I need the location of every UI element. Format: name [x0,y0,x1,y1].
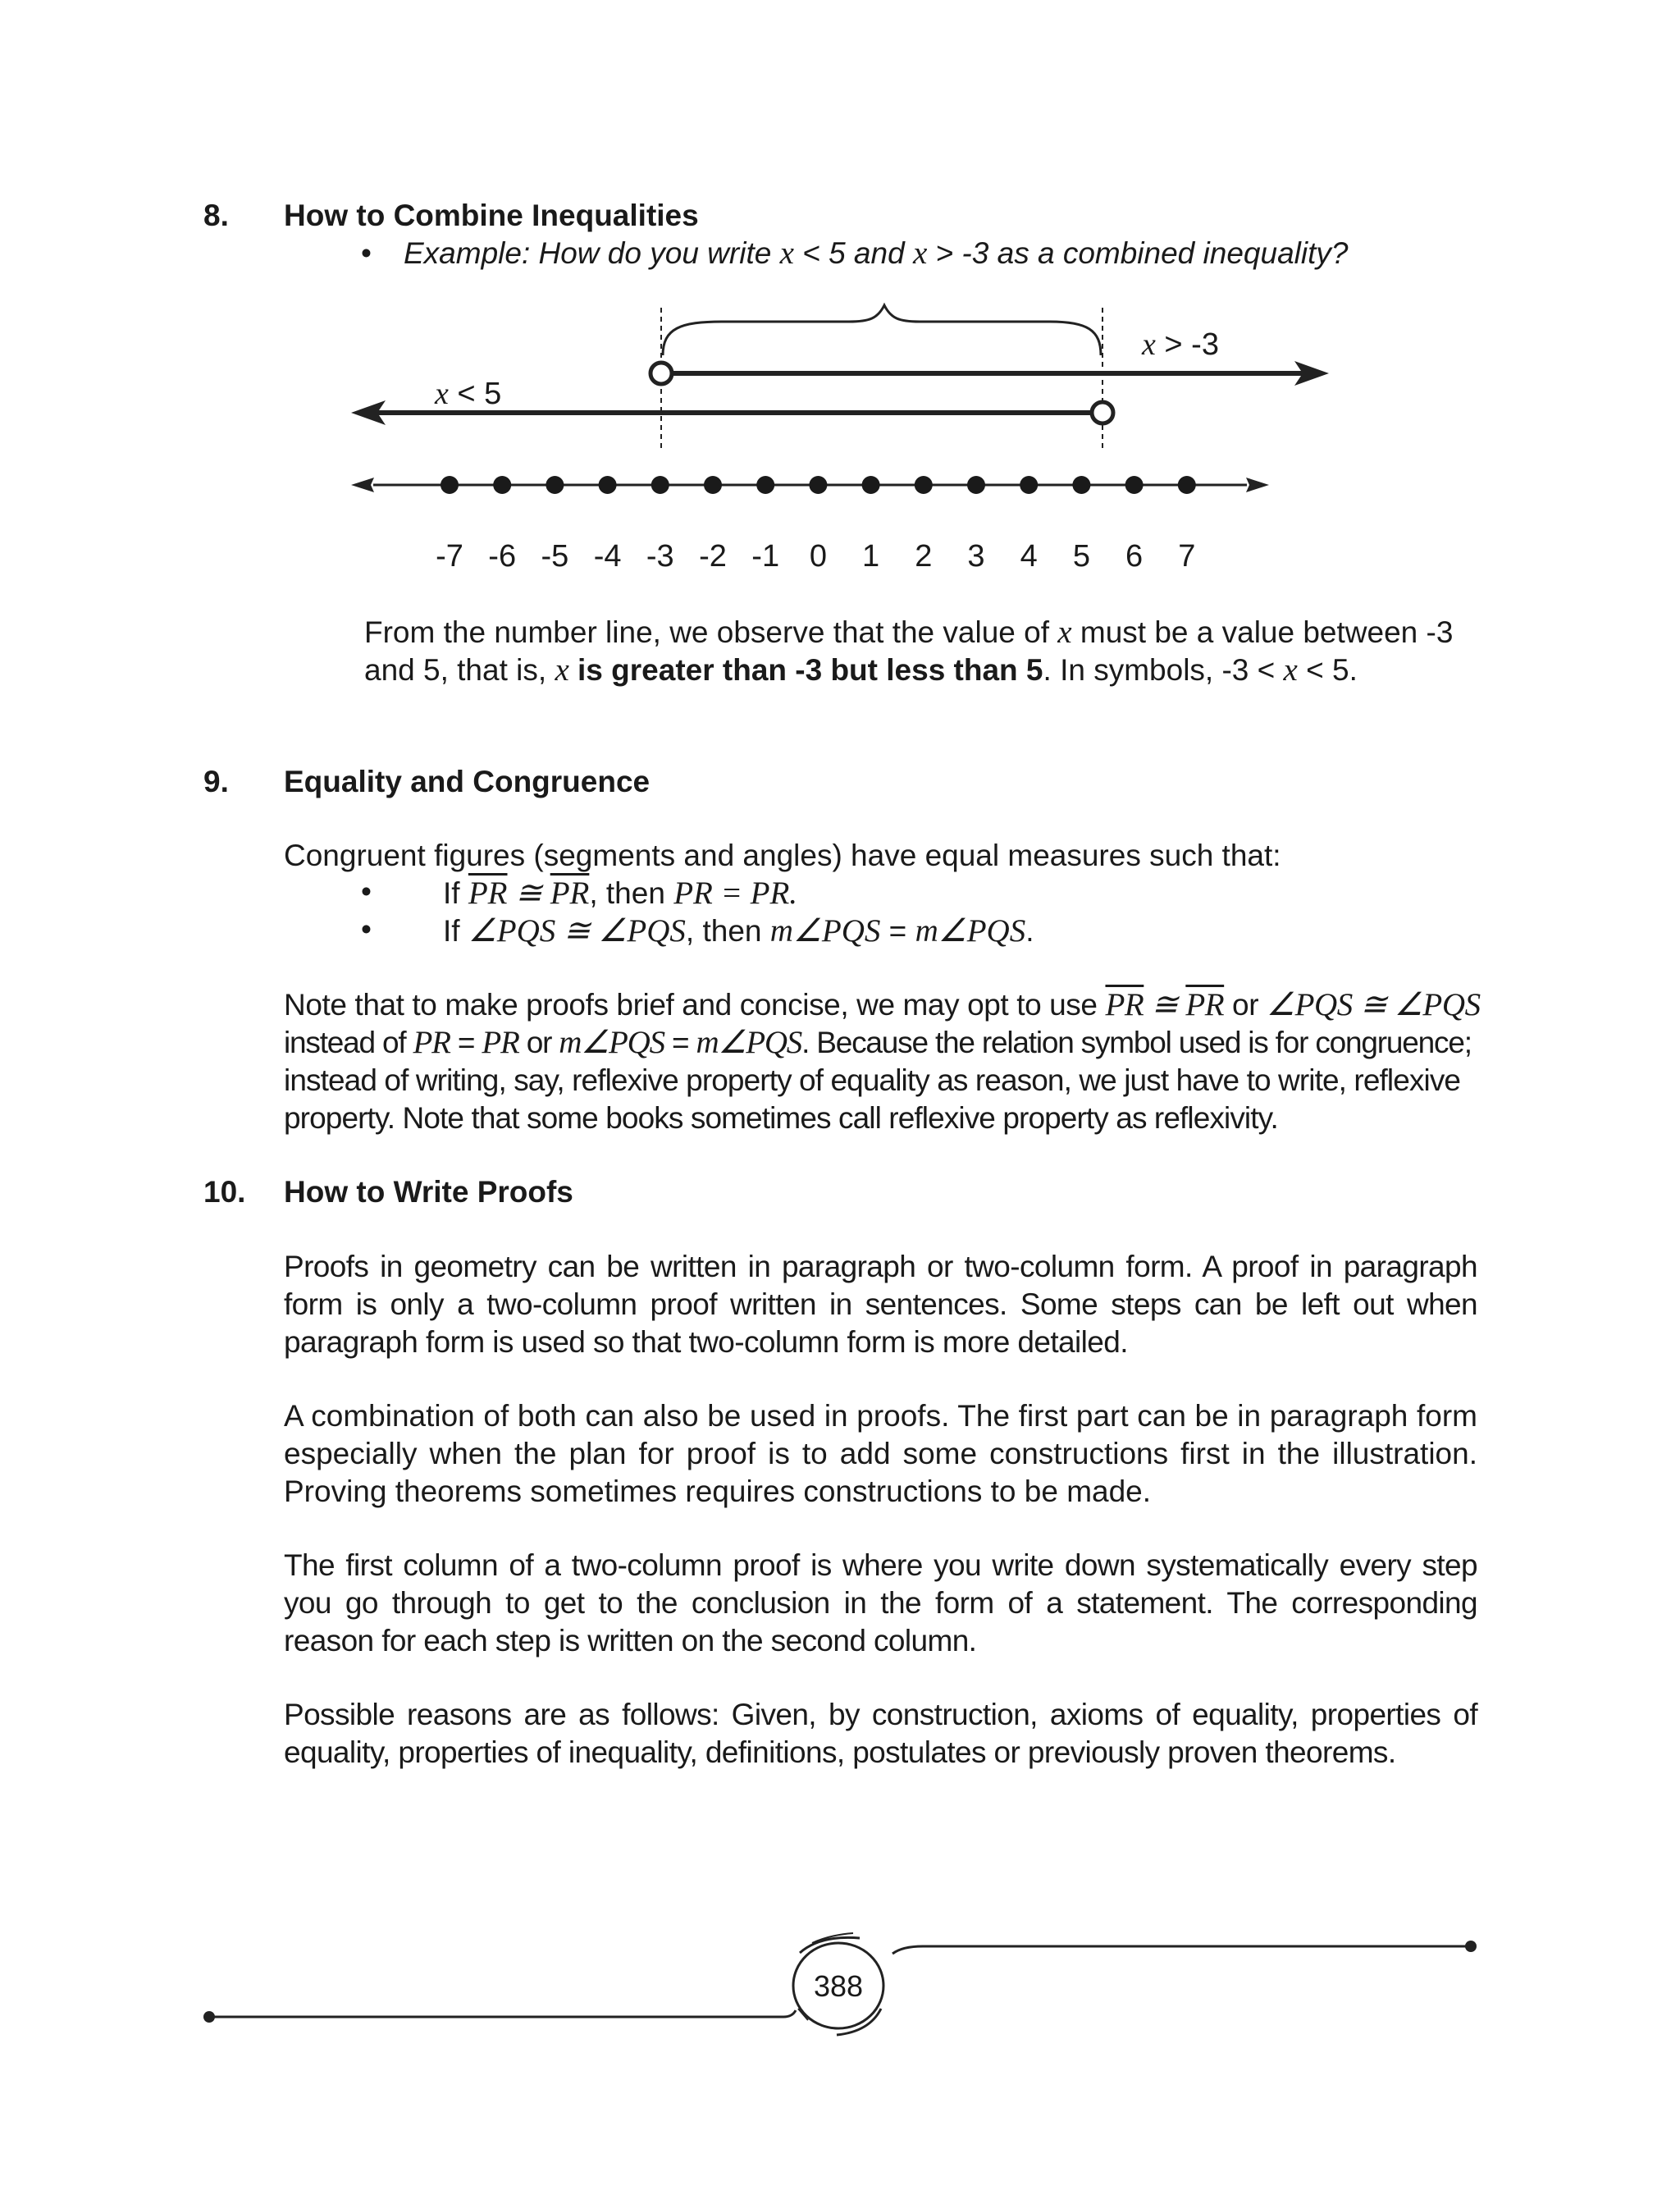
number-line-point [756,476,774,494]
label-x-less-5: x < 5 [435,377,502,411]
axis-arrow-right [1246,478,1269,492]
tick-label: 6 [1125,539,1144,574]
tick-label: -6 [488,539,517,574]
note-line-4: property. Note that some books sometimes call reflexive property as reflexivity. [284,1101,1278,1135]
footer-line-top [892,1946,1471,1954]
number-line-point [1178,476,1196,494]
tick-label: 4 [1020,539,1038,574]
number-line-point [704,476,722,494]
number-line-tick-labels [436,539,1195,574]
number-line-point [862,476,880,494]
number-line-point [546,476,564,494]
number-line-point [809,476,827,494]
footer-decoration [0,1920,1680,2060]
tick-label: -5 [541,539,569,574]
footer-dot-right [1465,1941,1477,1952]
number-line-point [1072,476,1090,494]
axis-arrow-left [351,478,374,492]
footer-line-bottom [209,2010,796,2017]
number-line-point [493,476,511,494]
tick-label: -3 [646,539,674,574]
conclusion-line-2: and 5, that is, x is greater than -3 but less than 5. In symbols, -3 < x < 5. [364,652,1358,688]
conclusion-line-1: From the number line, we observe that the value of x must be a value between -3 [364,615,1454,650]
tick-label: -2 [699,539,727,574]
number-line-point [651,476,669,494]
bullet-dot: • [361,912,372,946]
note-line-3: instead of writing, say, reflexive property of equality as reason, we just have to write, reflexive [284,1063,1461,1097]
section-10-title: How to Write Proofs [284,1175,573,1209]
proofs-paragraph-2: A combination of both can also be used in proofs. The first part can be in paragraph form especially when the plan for proof is to add some constructions first in the illustration. Proving theorems sometimes requires constructions to be made. [284,1399,1477,1508]
number-line-points [441,476,1196,494]
section-9-title: Equality and Congruence [284,765,651,798]
tick-label: 5 [1072,539,1090,574]
tick-label: 1 [862,539,880,574]
congruence-bullet-2: If ∠PQS ≅ ∠PQS, then m∠PQS = m∠PQS. [443,913,1034,949]
number-line-point [1020,476,1038,494]
tick-label: 2 [915,539,933,574]
tick-label: -1 [751,539,780,574]
tick-label: -4 [593,539,622,574]
proofs-paragraph-3: The first column of a two-column proof is where you write down systematically every step you go through to get to the conclusion in the form of a statement. The corresponding reason for each step is written on the second column. [284,1548,1477,1657]
section-9-number: 9. [203,765,229,798]
number-line-point [1125,476,1144,494]
bullet-dot: • [361,875,372,908]
congruence-intro: Congruent figures (segments and angles) have equal measures such that: [284,839,1281,872]
page-number: 388 [813,1969,864,2003]
number-line-point [441,476,459,494]
open-circle-5 [1092,402,1113,423]
proofs-paragraph-4: Possible reasons are as follows: Given, by construction, axioms of equality, properties of equality, properties of inequality, definitions, postulates or previously proven theorems. [284,1698,1477,1769]
open-circle-minus-3 [651,363,672,384]
tick-label: 0 [809,539,827,574]
bullet-dot: • [361,236,372,270]
note-line-1: Note that to make proofs brief and concise, we may opt to use $\overline{PR}$ ≅ $\overline{PR}$ or ∠PQS ≅ ∠PQS [284,987,1481,1022]
section-8-title: How to Combine Inequalities [284,199,699,232]
footer-dot-left [203,2011,215,2023]
number-line-point [967,476,985,494]
note-line-2: instead of PR = PR or m∠PQS = m∠PQS. Because the relation symbol used is for congruence; [284,1025,1472,1060]
proofs-paragraph-1: Proofs in geometry can be written in paragraph or two-column form. A proof in paragraph form is only a two-column proof written in sentences. Some steps can be left out when paragraph form is used so that two-column form is more detailed. [284,1250,1477,1359]
label-x-greater-minus-3: x > -3 [1142,327,1219,362]
tick-label: 7 [1178,539,1196,574]
number-line-point [915,476,933,494]
section-8-number: 8. [203,199,229,232]
example-question: Example: How do you write x < 5 and x > -3 as a combined inequality? [404,235,1349,271]
congruence-bullet-1: If $\overline{PR}$ ≅ $\overline{PR}$, then PR = PR. [443,876,798,911]
section-10-number: 10. [203,1175,246,1209]
tick-label: -7 [436,539,463,574]
tick-label: 3 [967,539,985,574]
number-line-point [599,476,617,494]
number-line-figure [0,0,1680,591]
brace [663,305,1101,355]
